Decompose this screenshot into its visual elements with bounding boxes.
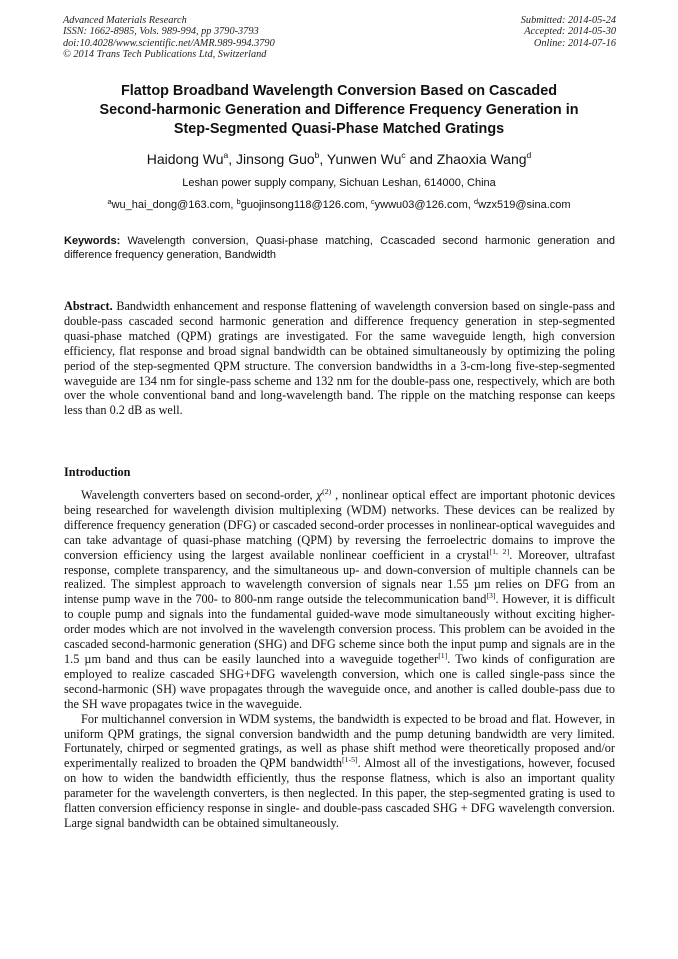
paragraph bbox=[64, 712, 615, 831]
title-line: Second-harmonic Generation and Difference Frequency Generation in bbox=[99, 102, 579, 119]
author-marker: a bbox=[223, 150, 229, 160]
email-list bbox=[40, 198, 638, 212]
text-run: . Two kinds of configuration are employed to realize cascaded SHG+DFG wavelength conversion, which one is called single-pass since the second-harmonic (SH) wave propagates through the waveguide once, and another is called double-pass due to the SH wave propagates twice in the waveguide. bbox=[64, 651, 615, 711]
title-line: Step-Segmented Quasi-Phase Matched Gratings bbox=[173, 121, 505, 138]
author-list bbox=[40, 150, 638, 168]
keywords bbox=[64, 234, 615, 262]
abstract-text: Bandwidth enhancement and response flattening of wavelength conversion based on single-pass and double-pass cascaded second harmonic generation and difference frequency generation in step-segmented quasi-phase matched (QPM) gratings are investigated. For the same waveguide length, high conversion efficiency, flat response and broad signal bandwidth can be obtained simultaneously by optimizing the poling period of the step-segmented QPM structure. The conversion bandwidths in a 3-cm-long five-step-segmented waveguide are 134 nm for single-pass scheme and 132 nm for the double-pass one, respectively, which are both over the whole conventional band and long-wavelength band. The ripple on the matching response can keeps less than 0.2 dB as well. bbox=[64, 299, 616, 418]
abstract-label: Abstract. bbox=[64, 299, 113, 313]
author-marker: b bbox=[314, 150, 320, 160]
citation: [3] bbox=[486, 591, 496, 601]
abstract bbox=[64, 299, 615, 418]
author-name: Haidong Wu bbox=[146, 151, 224, 167]
author-name: Zhaoxia Wang bbox=[436, 151, 527, 167]
text-run: . Almost all of the investigations, however, focused on how to widen the bandwidth efficiently, thus the response flatness, which is also an important quality parameter for the wavelength converters, is then neglected. In this paper, the step-segmented grating is used to flatten conversion efficiency response in single- and double-pass cascaded SHG + DFG wavelength conversion. Large signal bandwidth can be obtained simultaneously. bbox=[64, 756, 615, 830]
email-address: ywwu03@126.com, bbox=[374, 199, 474, 211]
issn-line: ISSN: 1662-8985, Vols. 989-994, pp 3790-3793 bbox=[63, 26, 259, 38]
author-separator: and bbox=[405, 151, 437, 167]
author-marker: c bbox=[401, 150, 406, 160]
email-marker: b bbox=[236, 197, 241, 206]
chi-order: (2) bbox=[322, 487, 332, 496]
email-marker: c bbox=[370, 197, 375, 206]
email-address: wu_hai_dong@163.com, bbox=[111, 199, 237, 211]
doi-line: doi:10.4028/www.scientific.net/AMR.989-994.3790 bbox=[63, 37, 275, 49]
journal-info bbox=[63, 15, 275, 61]
text-run: . However, it is difficult to couple pump and signals into the fundamental guided-wave mode simultaneously without exciting higher-order modes which are not involved in the wavelength conversion process. This problem can be avoided in the cascaded second-harmonic generation (SHG) and DFG scheme since both the input pump and signals are in the 1.5 µm band and thus can be easily launched into a waveguide together bbox=[64, 592, 615, 666]
keywords-label: Keywords: bbox=[64, 235, 121, 247]
email-marker: d bbox=[473, 197, 479, 206]
citation: [1] bbox=[438, 650, 448, 660]
citation: [1-5] bbox=[342, 755, 358, 765]
email-address: guojinsong118@126.com, bbox=[240, 199, 371, 211]
text-run: , nonlinear optical effect are important photonic devices being researched for wavelength division multiplexing (WDM) networks. These devices can be realized by difference frequency generation (DFG) or cascaded second-order processes in nonlinear-optical waveguides and can take advantage of quasi-phase matching (QPM) by reversing the ferroelectric domains to improve the conversion efficiency using the largest available nonlinear coefficient in a crystal bbox=[64, 488, 616, 562]
author-name: Yunwen Wu bbox=[326, 151, 402, 167]
journal-name: Advanced Materials Research bbox=[63, 15, 187, 26]
author-separator: , bbox=[228, 151, 237, 167]
paper-title bbox=[40, 82, 638, 140]
introduction-body bbox=[64, 488, 615, 831]
text-run: . Moreover, ultrafast response, complete transparency, and the simultaneous up- and down-conversion of multiple channels can be realized. The simplest approach to wavelength conversion of signals near 1.55 µm relies on DFG from an intense pump wave in the 700- to 800-nm range outside the telecommunication band bbox=[64, 547, 616, 607]
chi-letter: χ bbox=[316, 487, 323, 502]
submitted-date: Submitted: 2014-05-24 bbox=[520, 15, 616, 26]
text-run: For multichannel conversion in WDM systems, the bandwidth is expected to be broad and flat. However, in uniform QPM gratings, the signal conversion bandwidth and the pump detuning bandwidth are very limited. Fortunately, chirped or segmented gratings, as well as phase shift method were theoretically proposed and/or experimentally realized to broaden the QPM bandwidth bbox=[64, 711, 615, 771]
copyright-line: © 2014 Trans Tech Publications Ltd, Switzerland bbox=[63, 49, 267, 61]
paragraph bbox=[64, 488, 615, 712]
online-date: Online: 2014-07-16 bbox=[533, 37, 616, 49]
author-name: Jinsong Guo bbox=[236, 151, 315, 167]
author-marker: d bbox=[526, 150, 532, 160]
email-address: wzx519@sina.com bbox=[478, 199, 571, 211]
citation: [1, 2] bbox=[489, 546, 510, 556]
chi-symbol bbox=[316, 487, 331, 502]
publication-dates bbox=[521, 15, 616, 49]
section-heading-introduction: Introduction bbox=[64, 465, 131, 479]
email-marker: a bbox=[107, 197, 112, 206]
title-line: Flattop Broadband Wavelength Conversion Based on Cascaded bbox=[120, 83, 558, 99]
accepted-date: Accepted: 2014-05-30 bbox=[524, 26, 616, 38]
affiliation: Leshan power supply company, Sichuan Leshan, 614000, China bbox=[182, 177, 496, 189]
keywords-text: Wavelength conversion, Quasi-phase matching, Ccascaded second harmonic generation and difference frequency generation, Bandwidth bbox=[64, 235, 615, 261]
author-separator: , bbox=[319, 151, 327, 167]
text-run: Wavelength converters based on second-order, bbox=[81, 488, 317, 502]
